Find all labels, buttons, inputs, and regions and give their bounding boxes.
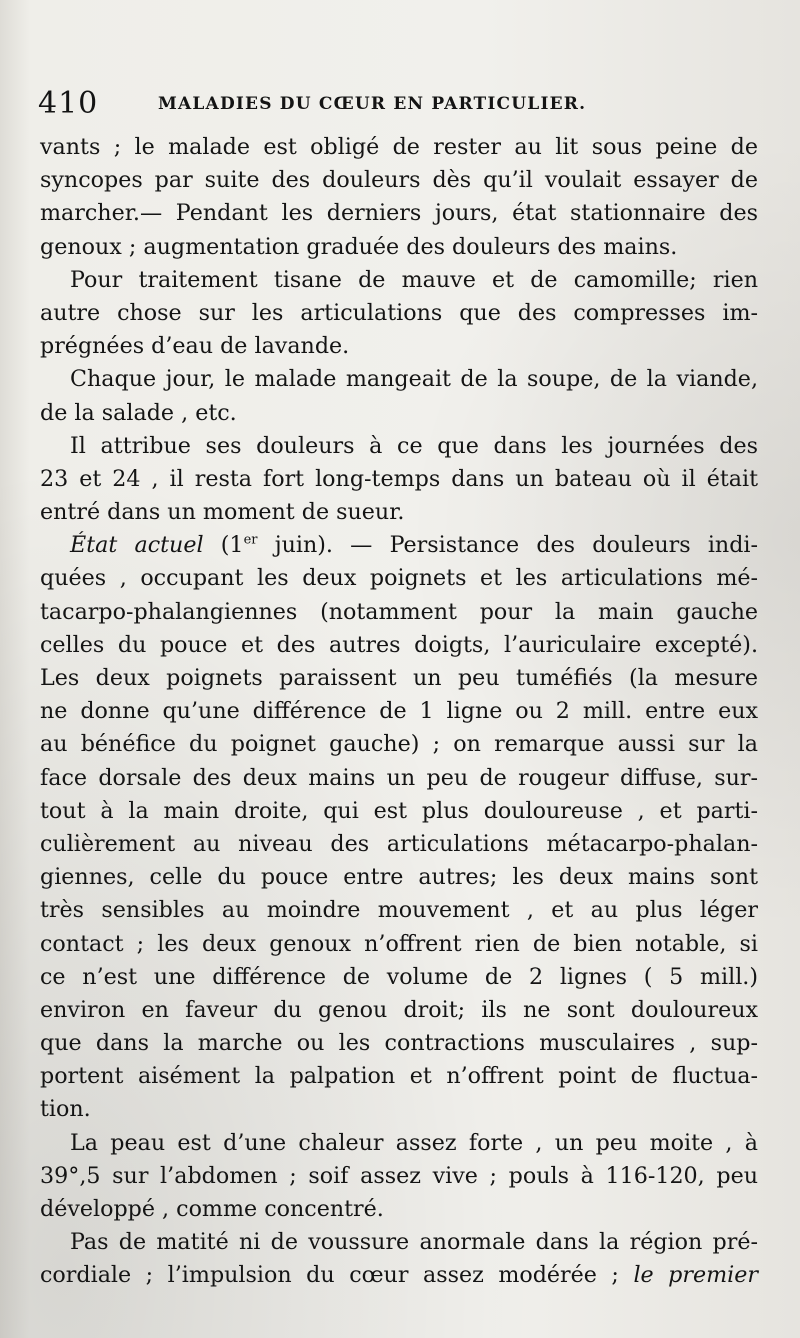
text-line: genoux ; augmentation graduée des douleurs des mains.: [40, 233, 678, 260]
text-line: 39°,5 sur l’abdomen ; soif assez vive ; pouls à 116-120, peu: [40, 1162, 758, 1189]
text-line: entré dans un moment de sueur.: [40, 499, 405, 526]
text-line: au bénéfice du poignet gauche) ; on remarque aussi sur la: [40, 731, 758, 758]
last-line-italic: le premier: [633, 1262, 758, 1289]
text-line: face dorsale des deux mains un peu de rougeur diffuse, sur-: [40, 764, 758, 791]
text-line: ce n’est une différence de volume de 2 lignes ( 5 mill.): [40, 963, 758, 990]
running-head: MALADIES DU CŒUR EN PARTICULIER.: [158, 94, 587, 114]
last-line-roman: cordiale ; l’impulsion du cœur assez modérée ;: [40, 1262, 634, 1289]
etat-actuel-rest: juin). — Persistance des douleurs indi-: [257, 532, 759, 559]
body-text: [40, 131, 758, 1293]
text-line: ne donne qu’une différence de 1 ligne ou 2 mill. entre eux: [40, 698, 758, 725]
text-line: tion.: [40, 1096, 91, 1123]
text-line: de la salade , etc.: [40, 399, 237, 426]
text-line: tacarpo-phalangiennes (notamment pour la main gauche: [40, 598, 758, 625]
text-line: tout à la main droite, qui est plus douloureuse , et parti-: [40, 797, 758, 824]
text-line: que dans la marche ou les contractions musculaires , sup-: [40, 1030, 758, 1057]
text-line: culièrement au niveau des articulations métacarpo-phalan-: [40, 830, 758, 857]
text-line: Pour traitement tisane de mauve et de camomille; rien: [70, 266, 758, 293]
text-line: celles du pouce et des autres doigts, l’auriculaire excepté).: [40, 631, 758, 658]
text-line: contact ; les deux genoux n’offrent rien de bien notable, si: [40, 930, 758, 957]
text-line: développé , comme concentré.: [40, 1196, 384, 1222]
text-line: très sensibles au moindre mouvement , et au plus léger: [40, 897, 758, 924]
text-line: marcher.— Pendant les derniers jours, état stationnaire des: [40, 200, 758, 227]
text-line: autre chose sur les articulations que des compresses im-: [40, 299, 758, 326]
page-header: [38, 86, 738, 126]
text-line-etat-actuel: [40, 529, 758, 562]
text-line: prégnées d’eau de lavande.: [40, 333, 350, 360]
text-line: La peau est d’une chaleur assez forte , un peu moite , à: [70, 1129, 758, 1156]
text-line: 23 et 24 , il resta fort long-temps dans un bateau où il était: [40, 465, 758, 492]
text-line: giennes, celle du pouce entre autres; les deux mains sont: [40, 864, 758, 891]
text-line: vants ; le malade est obligé de rester au lit sous peine de: [40, 134, 758, 160]
text-line: Chaque jour, le malade mangeait de la soupe, de la viande,: [70, 366, 758, 393]
etat-actuel-sup: er: [243, 532, 258, 548]
text-line: Pas de matité ni de voussure anormale dans la région pré-: [70, 1229, 758, 1256]
text-line: environ en faveur du genou droit; ils ne sont douloureux: [40, 996, 758, 1023]
text-line: syncopes par suite des douleurs dès qu’il voulait essayer de: [40, 167, 758, 194]
text-line: portent aisément la palpation et n’offrent point de fluctua-: [40, 1063, 758, 1090]
text-line-last: [40, 1259, 758, 1292]
page-number: 410: [38, 86, 99, 121]
text-line: Il attribue ses douleurs à ce que dans les journées des: [70, 432, 758, 459]
etat-actuel-italic: État actuel: [70, 532, 204, 559]
text-line: quées , occupant les deux poignets et les articulations mé-: [40, 565, 758, 592]
text-line: Les deux poignets paraissent un peu tuméfiés (la mesure: [40, 665, 758, 691]
etat-actuel-open: (1: [203, 532, 244, 559]
